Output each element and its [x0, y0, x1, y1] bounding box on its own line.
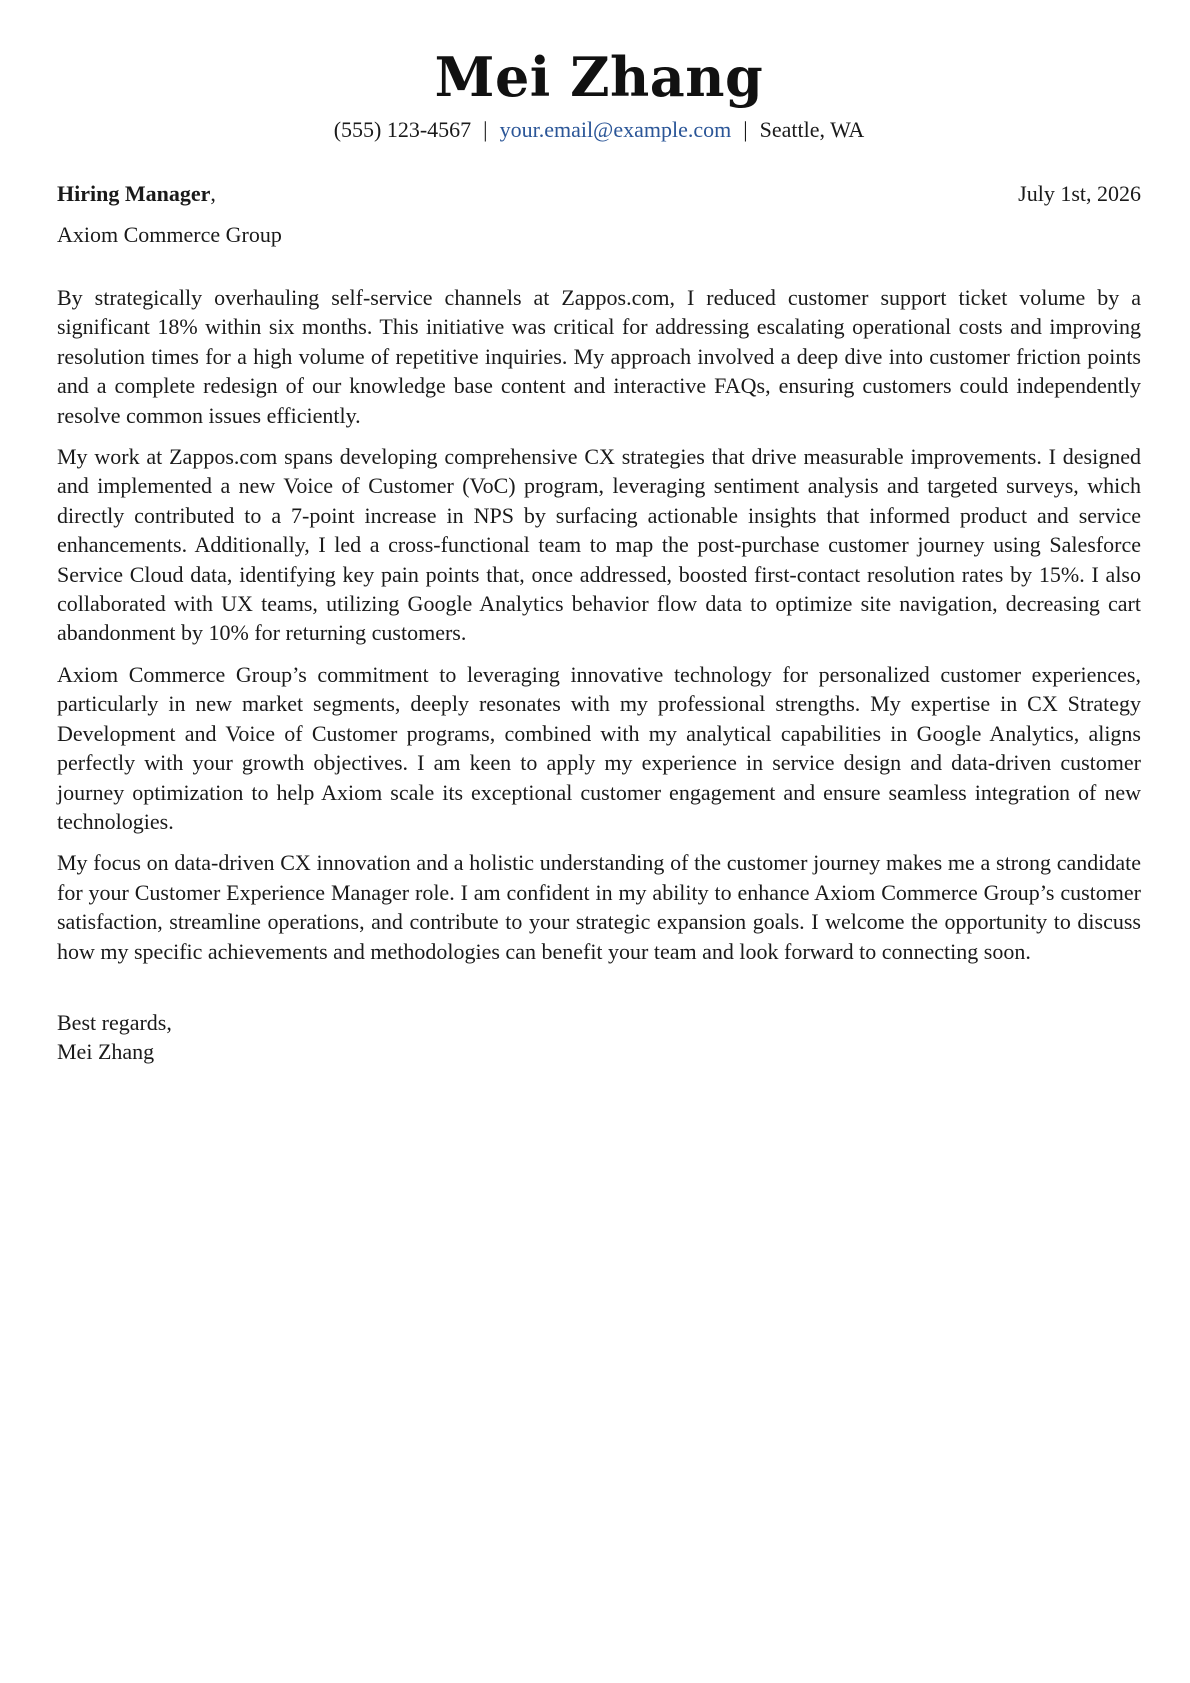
body-paragraph: My focus on data-driven CX innovation and a holistic understanding of the customer journey makes me a strong candidate for your Customer Experience Manager role. I am confident in my ability to enhance Axiom Commerce Group’s customer satisfaction, streamline operations, and contribute to your strategic expansion goals. I welcome the opportunity to discuss how my specific achievements and methodologies can benefit your team and look forward to connecting soon.	[57, 850, 1141, 964]
body-paragraph: Axiom Commerce Group’s commitment to leveraging innovative technology for personalized customer experiences, particularly in new market segments, deeply resonates with my professional strengths. My expertise in CX Strategy Development and Voice of Customer programs, combined with my analytical capabilities in Google Analytics, aligns perfectly with your growth objectives. I am keen to apply my experience in service design and data-driven customer journey optimization to help Axiom scale its exceptional customer engagement and ensure seamless integration of new technologies.	[57, 661, 1141, 834]
email-link[interactable]: your.email@example.com	[499, 117, 732, 142]
letter-date: July 1st, 2026	[1018, 181, 1141, 206]
body-paragraph: My work at Zappos.com spans developing comprehensive CX strategies that drive measurable improvements. I designed and implemented a new Voice of Customer (VoC) program, leveraging sentiment analysis and targeted surveys, which directly contributed to a 7-point increase in NPS by surfacing actionable insights that informed product and service enhancements. Additionally, I led a cross-functional team to map the post-purchase customer journey using Salesforce Service Cloud data, identifying key pain points that, once addressed, boosted first-contact resolution rates by 15%. I also collaborated with UX teams, utilizing Google Analytics behavior flow data to optimize site navigation, decreasing cart abandonment by 10% for returning customers.	[57, 444, 1141, 646]
phone-number: (555) 123-4567	[333, 117, 472, 142]
applicant-name: Mei Zhang	[434, 45, 764, 109]
letter-body	[57, 283, 1141, 978]
recipient-name: Hiring Manager	[57, 181, 211, 206]
cover-letter-page	[57, 0, 1141, 1683]
recipient-salutation	[57, 179, 216, 209]
location: Seattle, WA	[759, 117, 865, 142]
letter-closing	[57, 1008, 172, 1066]
recipient-name-suffix: ,	[210, 181, 216, 206]
closing-salutation: Best regards,	[57, 1010, 172, 1035]
contact-separator: |	[743, 117, 748, 142]
contact-line	[57, 115, 1141, 145]
contact-separator: |	[483, 117, 488, 142]
recipient-company: Axiom Commerce Group	[57, 222, 282, 247]
body-paragraph: By strategically overhauling self-service channels at Zappos.com, I reduced customer support ticket volume by a significant 18% within six months. This initiative was critical for addressing escalating operational costs and improving resolution times for a high volume of repetitive inquiries. My approach involved a deep dive into customer friction points and a complete redesign of our knowledge base content and interactive FAQs, ensuring customers could independently resolve common issues efficiently.	[57, 285, 1141, 428]
signature-name: Mei Zhang	[57, 1039, 155, 1064]
